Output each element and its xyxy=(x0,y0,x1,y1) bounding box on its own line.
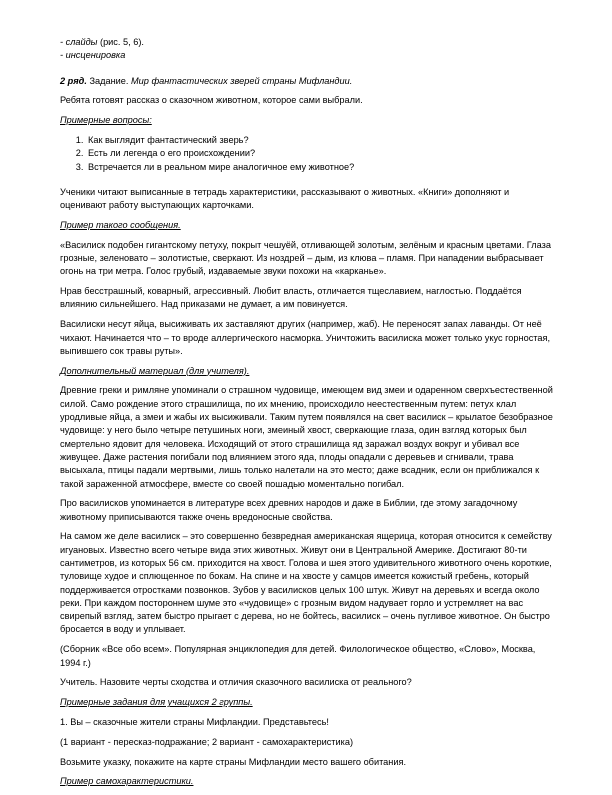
task-1: 1. Вы – сказочные жители страны Мифландии. Представьтесь! xyxy=(60,716,329,727)
self-heading: Пример самохарактеристики. xyxy=(60,776,194,787)
row2-task-text: Задание. xyxy=(86,75,132,86)
intro-paragraph: Ребята готовят рассказ о сказочном животном, которое сами выбрали. xyxy=(60,95,363,106)
extra-paragraph-2: Про василисков упоминается в литературе всех древних народов и даже в Библии, где этому загадочному животному приписываются также очень вредоносные свойства. xyxy=(60,498,518,522)
example-heading: Пример такого сообщения. xyxy=(60,219,181,230)
basilisk-paragraph-1: «Василиск подобен гигантскому петуху, покрыт чешуёй, отливающей золотым, зелёным и красным цветами. Глаза грозные, зеленовато – золотистые, сверкают. Из ноздрей – дым, из клюва – пламя. При нападении выбрасывает огонь на три метра. Голос грубый, издаваемые звуки похожи на «карканье». xyxy=(60,239,551,277)
teacher-question: Учитель. Назовите черты сходства и отличия сказочного василиска от реального? xyxy=(60,677,412,688)
tasks-heading: Примерные задания для учащихся 2 группы. xyxy=(60,697,253,708)
slides-ref: (рис. 5, 6). xyxy=(97,37,144,47)
row2-title: Мир фантастических зверей страны Мифландии. xyxy=(131,75,353,86)
document-page xyxy=(60,36,554,795)
basilisk-paragraph-3: Василиски несут яйца, высиживать их заставляют других (например, жаб). Не переносят запах лаванды. От неё чихают. Начинается что – то вроде аллергического насморка. Уничтожить василиска может только укус горностая, выпившего сок травы руты». xyxy=(60,319,551,356)
slides-label: - слайды xyxy=(60,37,98,47)
list-item: 2. Есть ли легенда о его происхождении? xyxy=(86,147,554,160)
extra-heading: Дополнительный материал (для учителя). xyxy=(60,365,250,376)
extra-paragraph-3: На самом же деле василиск – это совершенно безвредная американская ящерица, которая относится к семейству игуановых. Известно всего четыре вида этих животных. Живут они в Центральной Америке. Достигают 80-ти сантиметров, из которых 56 см. приходится на хвост. Голова и шея этого удивительного животного очень короткие, туловище худое и сплющенное по бокам. На спине и на хвосте у самцов имеется кожистый гребень, который поддерживается отростками позвонков. Зубов у василисков целых 100 штук. Живут на деревьях и всегда около реки. При каждом постороннем шуме это «чудовище» с грозным видом надувает горло и устремляет на вас свирепый взгляд, затем быстро прыгает с дерева, но не бойтесь, василиск – очень пугливое животное. Он быстро бросается в воду и уплывает. xyxy=(60,531,552,635)
source-paragraph: (Сборник «Все обо всем». Популярная энциклопедия для детей. Филологическое общество, «Слово», Москва, 1994 г.) xyxy=(60,644,536,668)
basilisk-paragraph-2: Нрав бесстрашный, коварный, агрессивный. Любит власть, отличается тщеславием, наглостью. Поддаётся влиянию сильнейшего. Над приказами не думает, а им повинуется. xyxy=(60,286,522,310)
questions-heading: Примерные вопросы: xyxy=(60,115,152,126)
list-item-staging: - инсценировка xyxy=(60,50,126,61)
list-item-slides xyxy=(60,36,554,49)
list-item: 1. Как выглядит фантастический зверь? xyxy=(86,134,554,147)
row2-label: 2 ряд. xyxy=(60,75,87,86)
questions-list xyxy=(60,134,554,174)
variants-paragraph: (1 вариант - пересказ-подражание; 2 вариант - самохарактеристика) xyxy=(60,736,354,747)
list-item: 3. Встречается ли в реальном мире аналогичное ему животное? xyxy=(86,161,554,174)
pointer-paragraph: Возьмите указку, покажите на карте страны Мифландии место вашего обитания. xyxy=(60,756,407,767)
row2-task xyxy=(60,75,554,88)
students-paragraph: Ученики читают выписанные в тетрадь характеристики, рассказывают о животных. «Книги» дополняют и оценивают работу выступающих карточками. xyxy=(60,186,510,211)
extra-paragraph-1: Древние греки и римляне упоминали о страшном чудовище, имеющем вид змеи и одаренном сверхъестественной силой. Само рождение этого страшилища, по их мнению, происходило неестественным путем: петух клал уродливые яйца, а змеи и жабы их высиживали. Таким путем появлялся на свет василиск – крылатое безобразное чудовище: у него было четыре петушиных ноги, змеиный хвост, сверкающие глаза, один взгляд которых был смертельно ядовит для человека. Исходящий от этого страшилища яд заражал воздух вокруг и убивал все живущее. Даже растения погибали под влиянием этого яда, плоды опадали с деревьев и сгнивали, трава высыхала, птицы падали мертвыми, лишь только налетали на это место; даже всадник, если он приближался к такой зараженной атмосфере, вместе со своей пошадью моментально погибал. xyxy=(60,385,553,489)
